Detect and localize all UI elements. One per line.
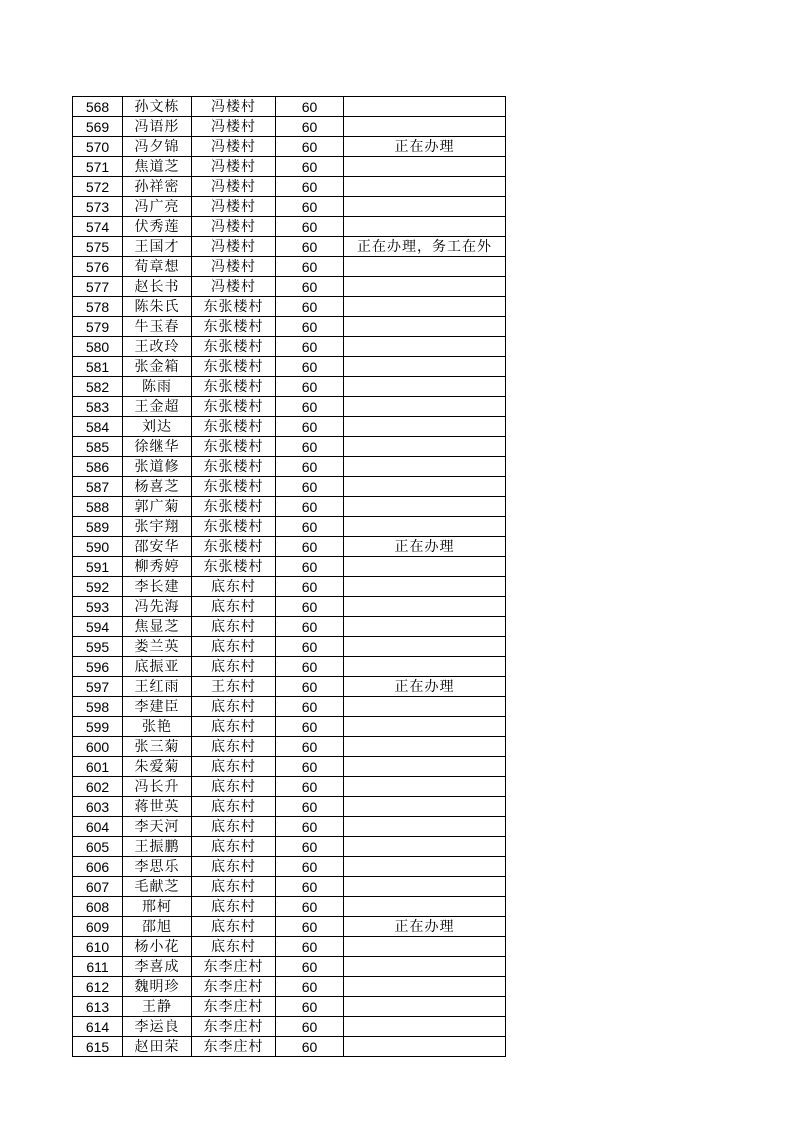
person-name-cell: 冯语彤 [123, 117, 192, 137]
table-row [73, 797, 506, 817]
village-cell: 东李庄村 [192, 1037, 276, 1057]
note-cell [344, 457, 506, 477]
person-name-cell: 焦道芝 [123, 157, 192, 177]
village-cell: 底东村 [192, 937, 276, 957]
row-number-cell: 597 [73, 677, 123, 697]
village-cell: 冯楼村 [192, 217, 276, 237]
table-row [73, 337, 506, 357]
table-row [73, 597, 506, 617]
amount-cell: 60 [276, 177, 344, 197]
row-number-cell: 590 [73, 537, 123, 557]
row-number-cell: 601 [73, 757, 123, 777]
amount-cell: 60 [276, 837, 344, 857]
person-name-cell: 张道修 [123, 457, 192, 477]
person-name-cell: 郭广菊 [123, 497, 192, 517]
person-name-cell: 刘达 [123, 417, 192, 437]
village-cell: 王东村 [192, 677, 276, 697]
note-cell [344, 817, 506, 837]
person-name-cell: 王国才 [123, 237, 192, 257]
village-cell: 东张楼村 [192, 477, 276, 497]
note-cell: 正在办理 [344, 137, 506, 157]
row-number-cell: 574 [73, 217, 123, 237]
note-cell: 正在办理 [344, 677, 506, 697]
table-row [73, 517, 506, 537]
person-name-cell: 徐继华 [123, 437, 192, 457]
row-number-cell: 573 [73, 197, 123, 217]
village-cell: 底东村 [192, 717, 276, 737]
note-cell [344, 717, 506, 737]
amount-cell: 60 [276, 137, 344, 157]
table-row [73, 977, 506, 997]
person-name-cell: 李长建 [123, 577, 192, 597]
amount-cell: 60 [276, 117, 344, 137]
row-number-cell: 606 [73, 857, 123, 877]
row-number-cell: 591 [73, 557, 123, 577]
row-number-cell: 589 [73, 517, 123, 537]
row-number-cell: 587 [73, 477, 123, 497]
note-cell [344, 377, 506, 397]
table-row [73, 617, 506, 637]
table-row [73, 477, 506, 497]
person-name-cell: 王振鹏 [123, 837, 192, 857]
amount-cell: 60 [276, 757, 344, 777]
note-cell [344, 897, 506, 917]
note-cell [344, 777, 506, 797]
table-row [73, 557, 506, 577]
person-name-cell: 陈朱氏 [123, 297, 192, 317]
table-row [73, 757, 506, 777]
village-cell: 底东村 [192, 597, 276, 617]
note-cell [344, 617, 506, 637]
village-cell: 底东村 [192, 797, 276, 817]
village-cell: 底东村 [192, 697, 276, 717]
roster-table-body [73, 97, 506, 1057]
note-cell [344, 557, 506, 577]
amount-cell: 60 [276, 357, 344, 377]
village-cell: 东张楼村 [192, 457, 276, 477]
person-name-cell: 王金超 [123, 397, 192, 417]
amount-cell: 60 [276, 677, 344, 697]
row-number-cell: 595 [73, 637, 123, 657]
amount-cell: 60 [276, 917, 344, 937]
row-number-cell: 578 [73, 297, 123, 317]
row-number-cell: 610 [73, 937, 123, 957]
note-cell [344, 977, 506, 997]
amount-cell: 60 [276, 737, 344, 757]
table-row [73, 137, 506, 157]
person-name-cell: 张三菊 [123, 737, 192, 757]
table-row [73, 717, 506, 737]
table-row [73, 577, 506, 597]
table-row [73, 997, 506, 1017]
row-number-cell: 615 [73, 1037, 123, 1057]
note-cell [344, 1037, 506, 1057]
village-cell: 底东村 [192, 917, 276, 937]
person-name-cell: 娄兰英 [123, 637, 192, 657]
table-row [73, 97, 506, 117]
note-cell [344, 997, 506, 1017]
amount-cell: 60 [276, 877, 344, 897]
row-number-cell: 568 [73, 97, 123, 117]
roster-sheet [72, 96, 506, 1057]
row-number-cell: 583 [73, 397, 123, 417]
village-cell: 底东村 [192, 857, 276, 877]
row-number-cell: 614 [73, 1017, 123, 1037]
note-cell [344, 337, 506, 357]
amount-cell: 60 [276, 1037, 344, 1057]
village-cell: 东张楼村 [192, 517, 276, 537]
row-number-cell: 612 [73, 977, 123, 997]
row-number-cell: 596 [73, 657, 123, 677]
village-cell: 底东村 [192, 657, 276, 677]
amount-cell: 60 [276, 1017, 344, 1037]
table-row [73, 857, 506, 877]
note-cell [344, 97, 506, 117]
table-row [73, 497, 506, 517]
note-cell [344, 217, 506, 237]
table-row [73, 177, 506, 197]
person-name-cell: 冯夕锦 [123, 137, 192, 157]
person-name-cell: 底振亚 [123, 657, 192, 677]
table-row [73, 397, 506, 417]
note-cell [344, 657, 506, 677]
amount-cell: 60 [276, 257, 344, 277]
amount-cell: 60 [276, 937, 344, 957]
amount-cell: 60 [276, 317, 344, 337]
table-row [73, 737, 506, 757]
row-number-cell: 613 [73, 997, 123, 1017]
row-number-cell: 600 [73, 737, 123, 757]
amount-cell: 60 [276, 557, 344, 577]
village-cell: 底东村 [192, 617, 276, 637]
person-name-cell: 伏秀莲 [123, 217, 192, 237]
row-number-cell: 579 [73, 317, 123, 337]
amount-cell: 60 [276, 777, 344, 797]
note-cell [344, 297, 506, 317]
table-row [73, 417, 506, 437]
village-cell: 底东村 [192, 777, 276, 797]
row-number-cell: 577 [73, 277, 123, 297]
row-number-cell: 611 [73, 957, 123, 977]
person-name-cell: 张宇翔 [123, 517, 192, 537]
row-number-cell: 607 [73, 877, 123, 897]
table-row [73, 537, 506, 557]
row-number-cell: 580 [73, 337, 123, 357]
amount-cell: 60 [276, 337, 344, 357]
amount-cell: 60 [276, 437, 344, 457]
village-cell: 底东村 [192, 637, 276, 657]
person-name-cell: 魏明珍 [123, 977, 192, 997]
amount-cell: 60 [276, 477, 344, 497]
person-name-cell: 李天河 [123, 817, 192, 837]
person-name-cell: 王改玲 [123, 337, 192, 357]
village-cell: 东张楼村 [192, 357, 276, 377]
village-cell: 底东村 [192, 837, 276, 857]
person-name-cell: 李建臣 [123, 697, 192, 717]
note-cell [344, 577, 506, 597]
village-cell: 东李庄村 [192, 997, 276, 1017]
person-name-cell: 邵旭 [123, 917, 192, 937]
row-number-cell: 576 [73, 257, 123, 277]
table-row [73, 277, 506, 297]
village-cell: 东李庄村 [192, 1017, 276, 1037]
amount-cell: 60 [276, 597, 344, 617]
table-row [73, 897, 506, 917]
person-name-cell: 王红雨 [123, 677, 192, 697]
person-name-cell: 杨小花 [123, 937, 192, 957]
village-cell: 东张楼村 [192, 557, 276, 577]
village-cell: 东李庄村 [192, 957, 276, 977]
note-cell [344, 117, 506, 137]
person-name-cell: 陈雨 [123, 377, 192, 397]
amount-cell: 60 [276, 817, 344, 837]
amount-cell: 60 [276, 297, 344, 317]
amount-cell: 60 [276, 157, 344, 177]
note-cell [344, 637, 506, 657]
row-number-cell: 584 [73, 417, 123, 437]
person-name-cell: 毛献芝 [123, 877, 192, 897]
amount-cell: 60 [276, 997, 344, 1017]
amount-cell: 60 [276, 717, 344, 737]
person-name-cell: 冯长升 [123, 777, 192, 797]
row-number-cell: 594 [73, 617, 123, 637]
person-name-cell: 焦显芝 [123, 617, 192, 637]
amount-cell: 60 [276, 277, 344, 297]
village-cell: 底东村 [192, 897, 276, 917]
person-name-cell: 牛玉春 [123, 317, 192, 337]
village-cell: 底东村 [192, 737, 276, 757]
village-cell: 冯楼村 [192, 197, 276, 217]
row-number-cell: 582 [73, 377, 123, 397]
row-number-cell: 593 [73, 597, 123, 617]
amount-cell: 60 [276, 417, 344, 437]
table-row [73, 1037, 506, 1057]
table-row [73, 917, 506, 937]
village-cell: 冯楼村 [192, 117, 276, 137]
village-cell: 东张楼村 [192, 537, 276, 557]
person-name-cell: 赵长书 [123, 277, 192, 297]
row-number-cell: 592 [73, 577, 123, 597]
note-cell: 正在办理，务工在外 [344, 237, 506, 257]
row-number-cell: 588 [73, 497, 123, 517]
amount-cell: 60 [276, 637, 344, 657]
person-name-cell: 张金箱 [123, 357, 192, 377]
amount-cell: 60 [276, 517, 344, 537]
note-cell [344, 277, 506, 297]
amount-cell: 60 [276, 897, 344, 917]
note-cell [344, 877, 506, 897]
person-name-cell: 李喜成 [123, 957, 192, 977]
note-cell [344, 597, 506, 617]
amount-cell: 60 [276, 197, 344, 217]
note-cell [344, 317, 506, 337]
village-cell: 冯楼村 [192, 157, 276, 177]
amount-cell: 60 [276, 377, 344, 397]
table-row [73, 697, 506, 717]
table-row [73, 657, 506, 677]
person-name-cell: 张艳 [123, 717, 192, 737]
amount-cell: 60 [276, 497, 344, 517]
village-cell: 冯楼村 [192, 277, 276, 297]
table-row [73, 237, 506, 257]
row-number-cell: 602 [73, 777, 123, 797]
amount-cell: 60 [276, 617, 344, 637]
village-cell: 冯楼村 [192, 97, 276, 117]
amount-cell: 60 [276, 537, 344, 557]
table-row [73, 157, 506, 177]
amount-cell: 60 [276, 857, 344, 877]
table-row [73, 957, 506, 977]
table-row [73, 637, 506, 657]
village-cell: 东张楼村 [192, 297, 276, 317]
person-name-cell: 李运良 [123, 1017, 192, 1037]
note-cell [344, 437, 506, 457]
note-cell [344, 357, 506, 377]
village-cell: 东张楼村 [192, 377, 276, 397]
table-row [73, 877, 506, 897]
table-row [73, 1017, 506, 1037]
village-cell: 底东村 [192, 817, 276, 837]
amount-cell: 60 [276, 657, 344, 677]
table-row [73, 677, 506, 697]
table-row [73, 937, 506, 957]
amount-cell: 60 [276, 697, 344, 717]
village-cell: 冯楼村 [192, 257, 276, 277]
note-cell [344, 157, 506, 177]
person-name-cell: 李思乐 [123, 857, 192, 877]
village-cell: 冯楼村 [192, 237, 276, 257]
person-name-cell: 孙文栋 [123, 97, 192, 117]
table-row [73, 297, 506, 317]
row-number-cell: 609 [73, 917, 123, 937]
table-row [73, 217, 506, 237]
note-cell [344, 737, 506, 757]
row-number-cell: 569 [73, 117, 123, 137]
amount-cell: 60 [276, 397, 344, 417]
amount-cell: 60 [276, 977, 344, 997]
note-cell: 正在办理 [344, 537, 506, 557]
amount-cell: 60 [276, 797, 344, 817]
amount-cell: 60 [276, 217, 344, 237]
table-row [73, 117, 506, 137]
row-number-cell: 572 [73, 177, 123, 197]
table-row [73, 777, 506, 797]
row-number-cell: 608 [73, 897, 123, 917]
amount-cell: 60 [276, 237, 344, 257]
row-number-cell: 605 [73, 837, 123, 857]
village-cell: 东张楼村 [192, 437, 276, 457]
amount-cell: 60 [276, 457, 344, 477]
village-cell: 东张楼村 [192, 397, 276, 417]
village-cell: 东李庄村 [192, 977, 276, 997]
person-name-cell: 冯先海 [123, 597, 192, 617]
row-number-cell: 585 [73, 437, 123, 457]
note-cell [344, 837, 506, 857]
amount-cell: 60 [276, 957, 344, 977]
village-cell: 底东村 [192, 757, 276, 777]
note-cell [344, 517, 506, 537]
person-name-cell: 荀章想 [123, 257, 192, 277]
amount-cell: 60 [276, 577, 344, 597]
roster-table [72, 96, 506, 1057]
note-cell [344, 477, 506, 497]
table-row [73, 197, 506, 217]
note-cell [344, 497, 506, 517]
note-cell [344, 257, 506, 277]
village-cell: 东张楼村 [192, 417, 276, 437]
row-number-cell: 581 [73, 357, 123, 377]
row-number-cell: 599 [73, 717, 123, 737]
village-cell: 冯楼村 [192, 177, 276, 197]
person-name-cell: 柳秀婷 [123, 557, 192, 577]
row-number-cell: 603 [73, 797, 123, 817]
row-number-cell: 575 [73, 237, 123, 257]
person-name-cell: 赵田荣 [123, 1037, 192, 1057]
table-row [73, 317, 506, 337]
row-number-cell: 586 [73, 457, 123, 477]
person-name-cell: 蒋世英 [123, 797, 192, 817]
note-cell [344, 177, 506, 197]
note-cell [344, 197, 506, 217]
amount-cell: 60 [276, 97, 344, 117]
person-name-cell: 邵安华 [123, 537, 192, 557]
table-row [73, 817, 506, 837]
person-name-cell: 邢柯 [123, 897, 192, 917]
table-row [73, 377, 506, 397]
person-name-cell: 孙祥密 [123, 177, 192, 197]
village-cell: 冯楼村 [192, 137, 276, 157]
note-cell [344, 857, 506, 877]
village-cell: 东张楼村 [192, 317, 276, 337]
table-row [73, 437, 506, 457]
village-cell: 底东村 [192, 577, 276, 597]
note-cell [344, 1017, 506, 1037]
note-cell [344, 697, 506, 717]
village-cell: 东张楼村 [192, 497, 276, 517]
row-number-cell: 571 [73, 157, 123, 177]
village-cell: 东张楼村 [192, 337, 276, 357]
note-cell [344, 757, 506, 777]
note-cell [344, 417, 506, 437]
row-number-cell: 570 [73, 137, 123, 157]
note-cell [344, 397, 506, 417]
table-row [73, 357, 506, 377]
table-row [73, 837, 506, 857]
table-row [73, 457, 506, 477]
person-name-cell: 王静 [123, 997, 192, 1017]
note-cell [344, 797, 506, 817]
row-number-cell: 604 [73, 817, 123, 837]
note-cell [344, 957, 506, 977]
village-cell: 底东村 [192, 877, 276, 897]
note-cell [344, 937, 506, 957]
person-name-cell: 朱爱菊 [123, 757, 192, 777]
table-row [73, 257, 506, 277]
person-name-cell: 冯广亮 [123, 197, 192, 217]
note-cell: 正在办理 [344, 917, 506, 937]
row-number-cell: 598 [73, 697, 123, 717]
person-name-cell: 杨喜芝 [123, 477, 192, 497]
